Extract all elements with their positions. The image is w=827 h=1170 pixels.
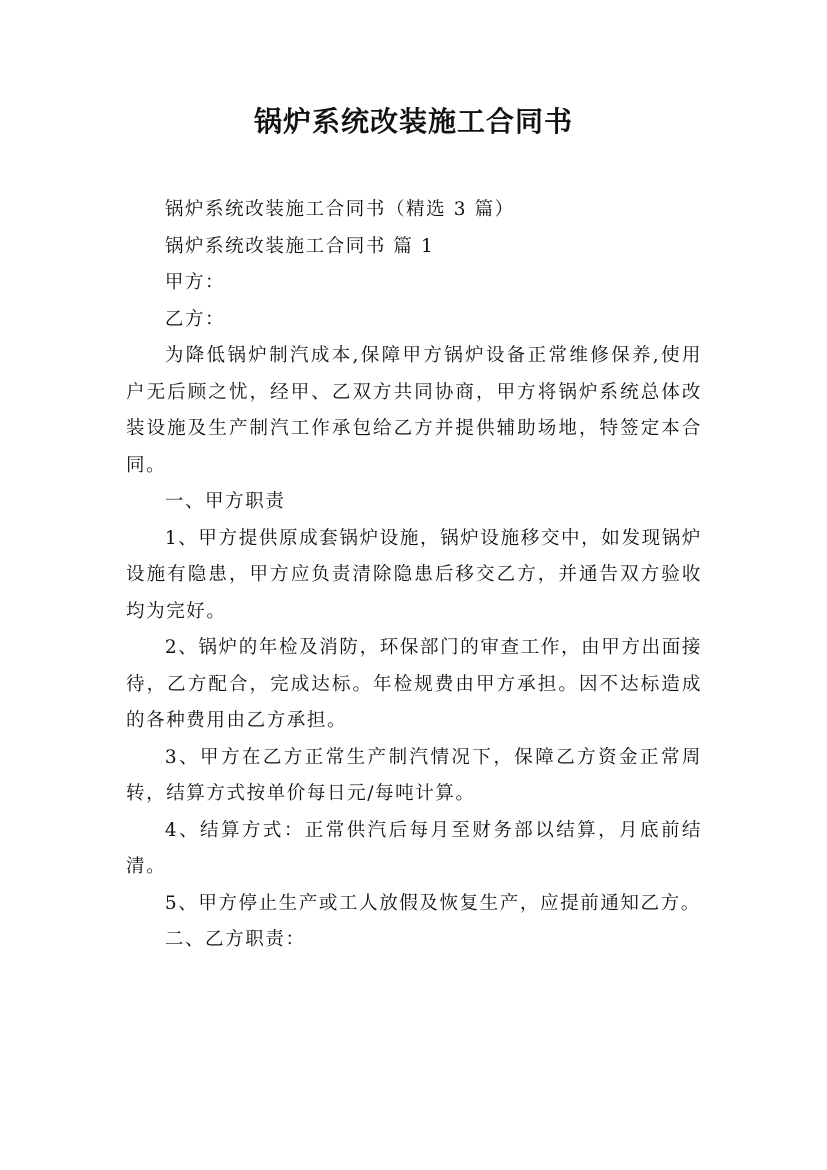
document-body (126, 192, 702, 959)
clause-a-3: 3、甲方在乙方正常生产制汽情况下，保障乙方资金正常周转，结算方式按单价每日元/每吨计算。 (126, 746, 702, 804)
section-heading-part-1: 锅炉系统改装施工合同书 篇 1 (164, 235, 435, 257)
clause-a-5: 5、甲方停止生产或工人放假及恢复生产，应提前通知乙方。 (164, 892, 701, 914)
clause-a-2: 2、锅炉的年检及消防，环保部门的审查工作，由甲方出面接待，乙方配合，完成达标。年检规费由甲方承担。因不达标造成的各种费用由乙方承担。 (126, 637, 702, 731)
intro-paragraph: 为降低锅炉制汽成本,保障甲方锅炉设备正常维修保养,使用户无后顾之忧，经甲、乙双方共同协商，甲方将锅炉系统总体改装设施及生产制汽工作承包给乙方并提供辅助场地，特签定本合同。 (126, 345, 702, 476)
party-b-line: 乙方： (164, 308, 226, 330)
section-heading-party-a-duties: 一、甲方职责 (164, 491, 286, 512)
party-a-line: 甲方： (164, 272, 226, 293)
section-heading-party-b-duties: 二、乙方职责： (164, 929, 306, 950)
clause-a-1: 1、甲方提供原成套锅炉设施，锅炉设施移交中，如发现锅炉设施有隐患，甲方应负责清除隐患后移交乙方，并通告双方验收均为完好。 (126, 527, 702, 622)
document-title: 锅炉系统改装施工合同书 (253, 105, 573, 138)
subtitle-selection: 锅炉系统改装施工合同书（精选 3 篇） (164, 199, 515, 220)
clause-a-4: 4、结算方式：正常供汽后每月至财务部以结算，月底前结清。 (126, 819, 702, 877)
